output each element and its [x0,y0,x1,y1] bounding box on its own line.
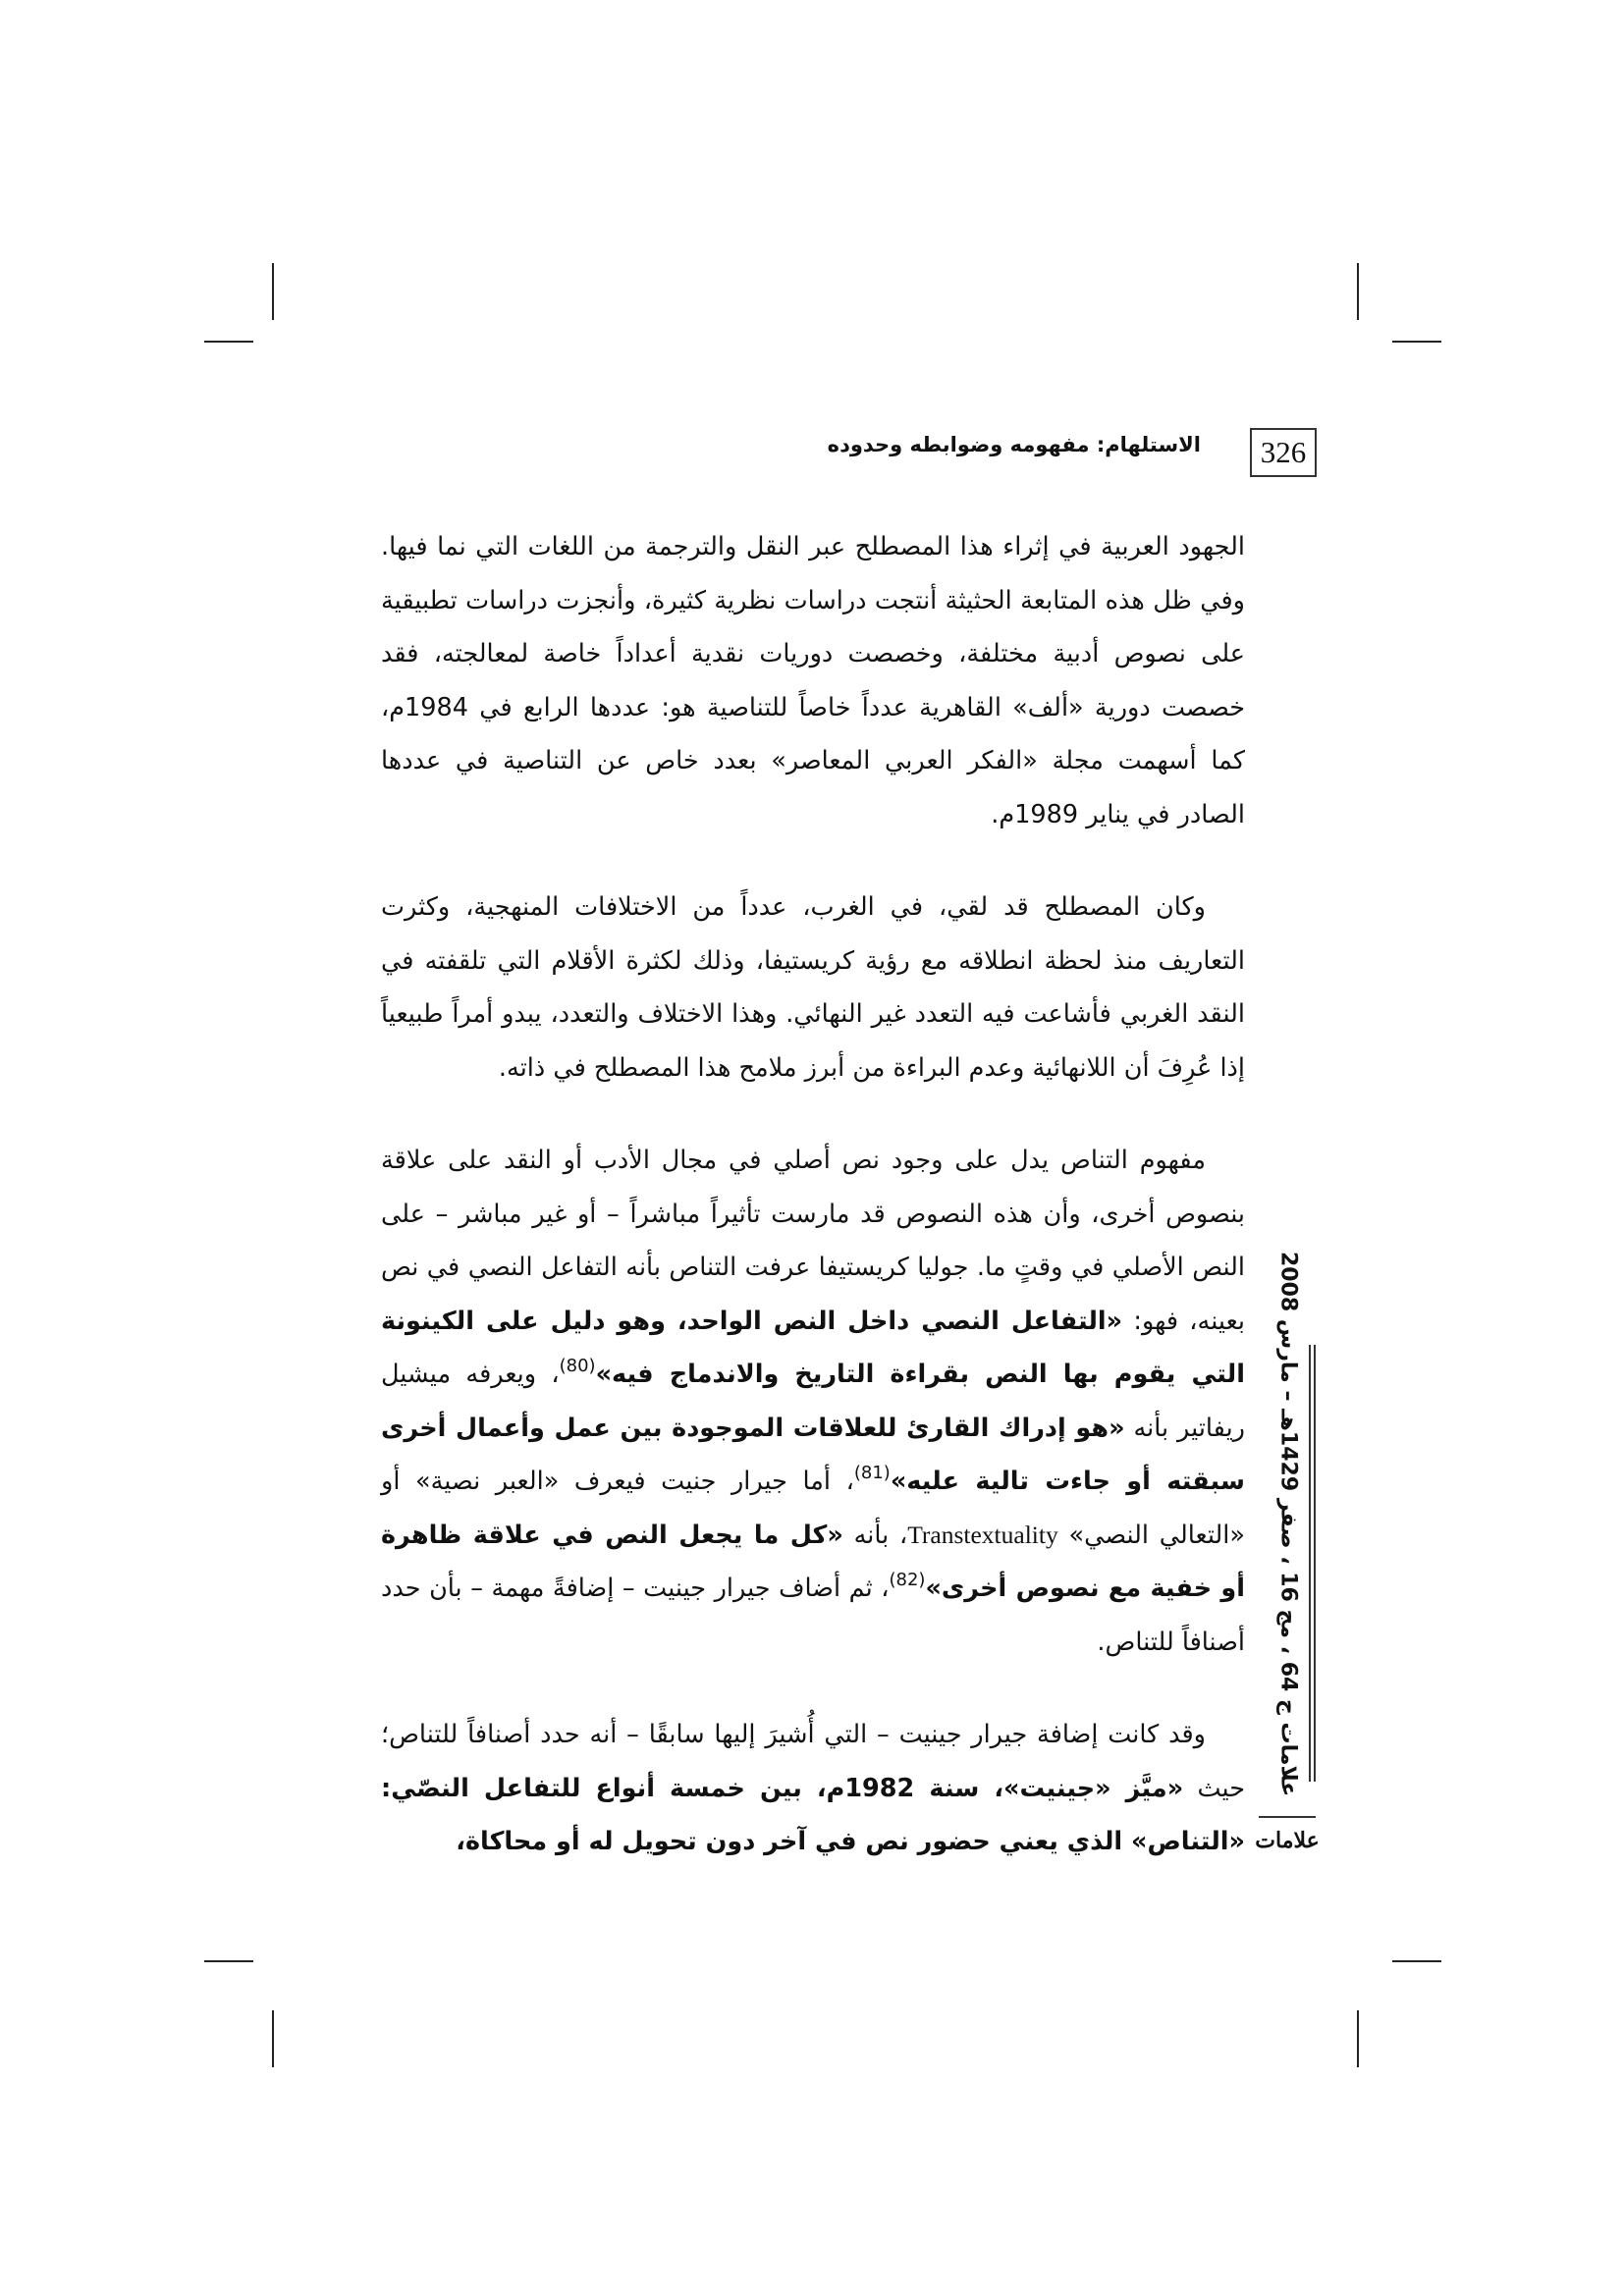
crop-mark [1357,2010,1359,2067]
footnote-ref-80[interactable]: (80) [559,1356,596,1376]
journal-info: علامات ج 64 ، مج 16 ، صفر 1429هـ – مارس 2008 [1275,1251,1301,1796]
paragraph-3-text: مفهوم التناص يدل على وجود نص أصلي في مجال الأدب أو النقد على علاقة بنصوص أخرى، وأن هذه النصوص قد مارست تأثيراً مباشراً – أو غير مباشر – على النص الأصلي في وقتٍ ما. جوليا كريستيفا عرفت التناص بأنه التفاعل النصي في نص بعينه، فهو: [381,1146,1245,1336]
latin-term: Transtextuality [907,1520,1058,1549]
crop-mark [1392,341,1441,343]
paragraph-3-text: ، ويعرفه ميشيل ريفاتير بأنه [381,1360,1245,1443]
paragraph-1 [381,520,1245,841]
paragraph-3-text: ، ثم أضاف جيرار جينيت – إضافةً مهمة – بأن حدد أصنافاً للتناص. [381,1574,1245,1657]
crop-mark [1357,263,1359,320]
side-rule [1314,1345,1316,1782]
footnote-ref-82[interactable]: (82) [889,1570,926,1590]
running-title: الاستلهام: مفهومه وضوابطه وحدوده [827,433,1201,456]
paragraph-3-text: ، أما جيرار جنيت فيعرف «العبر نصية» أو «التعالي النصي» [381,1467,1245,1550]
paragraph-3-text: ، بأنه [842,1520,908,1550]
paragraph-4-text: وقد كانت إضافة جيرار جينيت – التي أُشيرَ إليها سابقًا – أنه حدد أصنافاً للتناص؛ حيث [381,1720,1245,1803]
page-number: 326 [1250,428,1317,477]
crop-mark [204,1960,253,1962]
footnote-ref-81[interactable]: (81) [853,1463,891,1483]
quote-genette: «كل ما يجعل النص في علاقة ظاهرة أو خفية مع نصوص أخرى» [381,1520,1245,1603]
crop-mark [1392,1960,1441,1962]
paragraph-4 [381,1708,1245,1869]
paragraph-2-text: وكان المصطلح قد لقي، في الغرب، عدداً من الاختلافات المنهجية، وكثرت التعاريف منذ لحظة انطلاقه مع رؤية كريستيفا، وذلك لكثرة الأقلام التي تلقفته في النقد الغربي فأشاعت فيه التعدد غير النهائي. وهذا الاختلاف والتعدد، يبدو أمراً طبيعياً إذا عُرِفَ أن اللانهائية وعدم البراءة من أبرز ملامح هذا المصطلح في ذاته. [381,892,1245,1083]
paragraph-1-text: الجهود العربية في إثراء هذا المصطلح عبر النقل والترجمة من اللغات التي نما فيها. وفي ظل هذه المتابعة الحثيثة أنتجت دراسات نظرية كثيرة، وأنجزت دراسات تطبيقية على نصوص أدبية مختلفة، وخصصت دوريات نقدية أعداداً خاصة لمعالجته، فقد خصصت دورية «ألف» القاهرية عدداً خاصاً للتناصية هو: عددها الرابع في 1984م، كما أسهمت مجلة «الفكر العربي المعاصر» بعدد خاص عن التناصية في عددها الصادر في يناير 1989م. [381,532,1245,829]
crop-mark [204,341,253,343]
crop-mark [272,2010,274,2067]
paragraph-2 [381,881,1245,1095]
article-body [381,520,1245,1869]
crop-mark [272,263,274,320]
paragraph-3 [381,1134,1245,1669]
side-rule [1309,1345,1311,1782]
quote-kristeva: «التفاعل النصي داخل النص الواحد، وهو دليل على الكينونة التي يقوم بها النص بقراءة التاريخ والاندماج فيه» [381,1306,1245,1389]
journal-logo: علامات [1259,1816,1316,1863]
quote-riffaterre: «هو إدراك القارئ للعلاقات الموجودة بين عمل وأعمال أخرى سبقته أو جاءت تالية عليه» [381,1413,1245,1496]
quote-genette-types: «ميَّز «جينيت»، سنة 1982م، بين خمسة أنواع للتفاعل النصّي: «التناص» الذي يعني حضور نص في آخر دون تحويل له أو محاكاة، [381,1773,1245,1856]
